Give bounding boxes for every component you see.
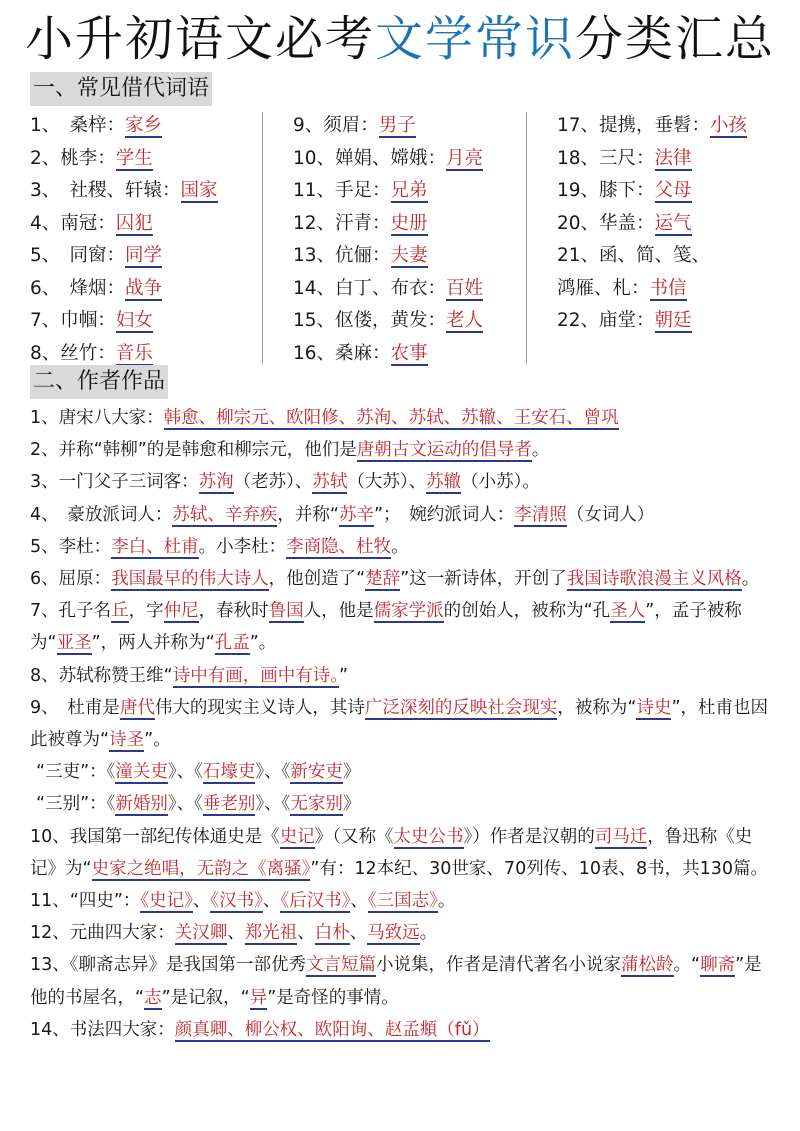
work-item (30, 756, 778, 788)
term-answer: 妇女 (115, 310, 153, 331)
term-item (293, 240, 483, 273)
term-label: 21、函、简、笺、 (557, 245, 711, 266)
item-text: 》 (342, 762, 361, 783)
term-label: 3、 社稷、轩辕： (30, 180, 181, 201)
answer-text: 李商隐、杜牧 (286, 536, 392, 557)
work-item (30, 788, 778, 820)
term-item (30, 143, 218, 176)
item-text: 、 (227, 923, 245, 944)
answer-text: 我国诗歌浪漫主义风格 (566, 569, 742, 590)
term-item (30, 175, 218, 208)
answer-text: 诗中有画，画中有诗。 (172, 665, 339, 686)
answer-text: 李白、杜甫 (111, 536, 199, 557)
item-text: 。 (437, 891, 456, 912)
answer-text: 仲尼 (163, 601, 199, 622)
answer-text: 太史公书 (393, 826, 464, 847)
item-text: 。小李杜： (198, 536, 287, 557)
term-item (30, 110, 218, 143)
answer-text: 孔孟 (214, 633, 250, 654)
answer-text: 诗史 (636, 697, 672, 718)
item-text: 。 (741, 569, 760, 590)
term-label: 14、白丁、布衣： (293, 277, 447, 299)
item-text: ”有：12本纪、30世家、70列传、10表、8书，共130篇。 (310, 858, 769, 879)
term-answer: 学生 (115, 147, 153, 169)
term-item (293, 110, 483, 143)
term-answer: 运气 (654, 212, 692, 234)
answer-text: 鲁国 (268, 601, 304, 622)
answer-text: 《三国志》 (367, 891, 438, 912)
item-text: 的创始人，被称为“孔 (443, 601, 611, 622)
item-text: 》、《 (255, 762, 291, 783)
answer-text: 李清照 (514, 504, 567, 525)
term-answer: 囚犯 (115, 212, 153, 234)
answer-text: 文言短篇 (306, 955, 377, 976)
term-item (557, 305, 747, 338)
term-label: 18、三尺： (557, 147, 655, 169)
work-item (30, 595, 778, 659)
term-answer: 男子 (378, 115, 416, 136)
answer-text: 司马迁 (594, 826, 648, 847)
answer-text: 唐朝古文运动的倡导者 (356, 440, 532, 461)
term-label: 8、丝竹： (30, 342, 116, 364)
item-text: （老苏）、 (233, 472, 313, 493)
item-text: 9、 杜甫是 (30, 697, 120, 718)
answer-text: 郑光祖 (244, 923, 298, 944)
item-text: “三吏”：《 (36, 762, 116, 783)
answer-text: 韩愈、柳宗元、欧阳修、苏洵、苏轼、苏辙、王安石、曾巩 (163, 408, 619, 428)
item-text: 1、唐宋八大家： (30, 408, 164, 428)
work-item (30, 499, 778, 531)
item-text: 5、李杜： (30, 536, 112, 557)
term-item (557, 273, 747, 306)
item-text: 7、孔子名 (30, 601, 112, 622)
title-highlight: 文学常识 (374, 11, 575, 67)
answer-text: 异 (249, 987, 268, 1008)
term-answer: 朝廷 (654, 310, 692, 331)
item-text: 14、书法四大家： (30, 1019, 175, 1040)
answer-text: 广泛深刻的反映社会现实 (364, 697, 558, 718)
column-divider (526, 112, 527, 364)
item-text: 。 (391, 536, 409, 557)
answer-text: 志 (144, 987, 162, 1008)
answer-text: 亚圣 (56, 633, 92, 654)
answer-text: 聊斋 (700, 955, 736, 976)
item-text: ”，两人并称为“ (91, 633, 215, 654)
item-text: 、 (192, 891, 211, 912)
term-label: 2、桃李： (30, 147, 116, 169)
term-label: 7、巾帼： (30, 310, 116, 331)
title-suffix: 分类汇总 (575, 11, 776, 67)
item-text: “三别”：《 (36, 794, 116, 815)
item-text: 2、并称“韩柳”的是韩愈和柳宗元，他们是 (30, 440, 357, 461)
item-text: 3、一门父子三词客： (30, 472, 199, 493)
term-label: 5、 同窗： (30, 245, 126, 266)
work-item (30, 949, 778, 1013)
answer-text: 苏轼、辛弃疾 (172, 504, 278, 525)
term-answer: 月亮 (446, 147, 484, 169)
term-label: 9、须眉： (293, 115, 379, 136)
item-text: 、 (297, 923, 315, 944)
term-label: 22、庙堂： (557, 310, 655, 331)
answer-text: 儒家学派 (373, 601, 444, 622)
term-item (30, 273, 218, 306)
item-text: 11、“四史”： (30, 891, 141, 912)
answer-text: 苏辛 (338, 504, 374, 525)
item-text: （大苏）、 (347, 472, 427, 493)
answer-text: 新婚别 (115, 794, 168, 815)
term-answer: 法律 (654, 147, 692, 169)
page-title (0, 6, 800, 72)
item-text: 伟大的现实主义诗人，其诗 (154, 697, 365, 718)
work-item (30, 531, 778, 563)
item-text: 13、《聊斋志异》是我国第一部优秀 (30, 955, 307, 976)
item-text: ，字 (128, 601, 164, 622)
answer-text: 潼关吏 (115, 762, 168, 783)
item-text: 、 (262, 891, 281, 912)
item-text: 》、《 (167, 794, 203, 815)
answer-text: 唐代 (119, 697, 155, 718)
author-works-list (30, 402, 778, 1046)
answer-text: 《史记》 (140, 891, 193, 912)
work-item (30, 660, 778, 692)
term-answer: 兄弟 (390, 180, 428, 201)
answer-text: 马致远 (367, 923, 420, 944)
term-item (557, 240, 747, 273)
item-text: 。 (419, 923, 438, 944)
answer-text: 《后汉书》 (280, 891, 351, 912)
answer-text: 关汉卿 (174, 923, 228, 944)
work-item (30, 885, 778, 917)
term-item (293, 338, 483, 371)
section-heading-2: 二、作者作品 (30, 365, 168, 399)
answer-text: 圣人 (610, 601, 646, 622)
term-label: 11、手足： (293, 180, 391, 201)
work-item (30, 917, 778, 949)
term-answer: 史册 (390, 212, 428, 234)
term-item (557, 175, 747, 208)
term-item (293, 273, 483, 306)
term-label: 19、膝下： (557, 180, 655, 201)
term-column-1 (30, 110, 218, 370)
work-item (30, 563, 778, 595)
answer-text: 苏洵 (198, 472, 234, 493)
work-item (30, 1014, 778, 1046)
answer-text: 颜真卿、柳公权、欧阳询、赵孟頫（fǔ） (174, 1019, 490, 1040)
item-text: 》（又称《 (314, 826, 394, 847)
answer-text: 新安吏 (290, 762, 343, 783)
work-item (30, 466, 778, 498)
work-item (30, 434, 778, 466)
item-text: ” (338, 665, 349, 686)
item-text: 》、《 (255, 794, 291, 815)
item-text: ”是他的书屋名，“ (30, 955, 762, 1008)
item-text: 人，他是 (303, 601, 374, 622)
term-item (557, 143, 747, 176)
work-item (30, 821, 778, 885)
item-text: 8、苏轼称赞王维“ (30, 665, 173, 686)
section-heading-1: 一、常见借代词语 (30, 72, 212, 106)
item-text: ”这一新诗体，开创了 (400, 569, 567, 590)
item-text: （小苏）。 (461, 472, 540, 493)
item-text: （女词人） (566, 504, 655, 525)
item-text: ，春秋时 (198, 601, 269, 622)
item-text: ”。 (144, 730, 171, 751)
term-label: 17、提携，垂髫： (557, 115, 711, 136)
answer-text: 丘 (111, 601, 129, 622)
term-answer: 音乐 (115, 342, 153, 364)
item-text: 10、我国第一部纪传体通史是《 (30, 826, 280, 847)
term-answer: 夫妻 (390, 245, 428, 266)
item-text: 小说集，作者是清代著名小说家 (376, 955, 622, 976)
answer-text: 苏轼 (312, 472, 348, 493)
answer-text: 无家别 (290, 794, 343, 815)
work-item (30, 692, 778, 756)
answer-text: 苏辙 (426, 472, 462, 493)
item-text: ”； 婉约派词人： (373, 504, 515, 525)
term-label: 15、伛偻，黄发： (293, 310, 447, 331)
item-text: ”，孟子被称为“ (30, 601, 742, 654)
term-label: 4、南冠： (30, 212, 116, 234)
term-column-2 (293, 110, 483, 370)
item-text: ，鲁迅称《史记》为“ (30, 826, 753, 879)
term-answer: 同学 (125, 245, 163, 266)
column-divider (262, 112, 263, 364)
term-item (30, 240, 218, 273)
term-answer: 小孩 (710, 115, 748, 136)
term-answer: 老人 (446, 310, 484, 331)
term-label: 鸿雁、札： (557, 277, 650, 299)
term-label: 20、华盖： (557, 212, 655, 234)
term-item (30, 208, 218, 241)
answer-text: 史记 (279, 826, 315, 847)
term-item (293, 175, 483, 208)
answer-text: 蒲松龄 (621, 955, 674, 976)
item-text: 。“ (673, 955, 701, 976)
item-text: 》 (342, 794, 361, 815)
term-item (293, 143, 483, 176)
item-text: 》、《 (167, 762, 203, 783)
item-text: ，他创造了“ (268, 569, 366, 590)
term-answer: 国家 (180, 180, 218, 201)
term-label: 13、伉俪： (293, 245, 391, 266)
term-answer: 书信 (649, 277, 687, 299)
answer-text: 《汉书》 (210, 891, 263, 912)
answer-text: 白朴 (314, 923, 350, 944)
term-label: 1、 桑梓： (30, 115, 126, 136)
term-label: 6、 烽烟： (30, 277, 126, 299)
term-item (557, 208, 747, 241)
term-column-3 (557, 110, 747, 338)
answer-text: 楚辞 (365, 569, 401, 590)
answer-text: 垂老别 (202, 794, 256, 815)
item-text: 4、 豪放派词人： (30, 504, 173, 525)
answer-text: 史家之绝唱，无韵之《离骚》 (91, 858, 311, 879)
term-answer: 百姓 (446, 277, 484, 299)
item-text: 》）作者是汉朝的 (463, 826, 595, 847)
term-label: 10、婵娟、嫦娥： (293, 147, 447, 169)
item-text: ，被称为“ (557, 697, 637, 718)
item-text: ，并称“ (277, 504, 339, 525)
term-label: 16、桑麻： (293, 342, 391, 364)
term-item (293, 305, 483, 338)
answer-text: 石壕吏 (202, 762, 256, 783)
term-answer: 农事 (390, 342, 428, 364)
term-item (30, 305, 218, 338)
term-answer: 战争 (125, 277, 163, 299)
term-item (557, 110, 747, 143)
answer-text: 我国最早的伟大诗人 (111, 569, 269, 590)
item-text: 。 (531, 440, 550, 461)
item-text: 12、元曲四大家： (30, 923, 175, 944)
term-answer: 家乡 (125, 115, 163, 136)
term-answer: 父母 (654, 180, 692, 201)
item-text: 、 (349, 923, 368, 944)
item-text: 6、屈原： (30, 569, 112, 590)
item-text: ”是奇怪的事情。 (267, 987, 399, 1008)
term-item (293, 208, 483, 241)
item-text: ”是记叙，“ (161, 987, 250, 1008)
item-text: ”。 (249, 633, 277, 654)
item-text: 、 (350, 891, 368, 912)
title-prefix: 小升初语文必考 (24, 11, 375, 67)
item-text: ”，杜甫也因此被尊为“ (30, 697, 769, 751)
term-label: 12、汗青： (293, 212, 391, 234)
answer-text: 诗圣 (109, 730, 145, 751)
work-item (30, 402, 778, 434)
